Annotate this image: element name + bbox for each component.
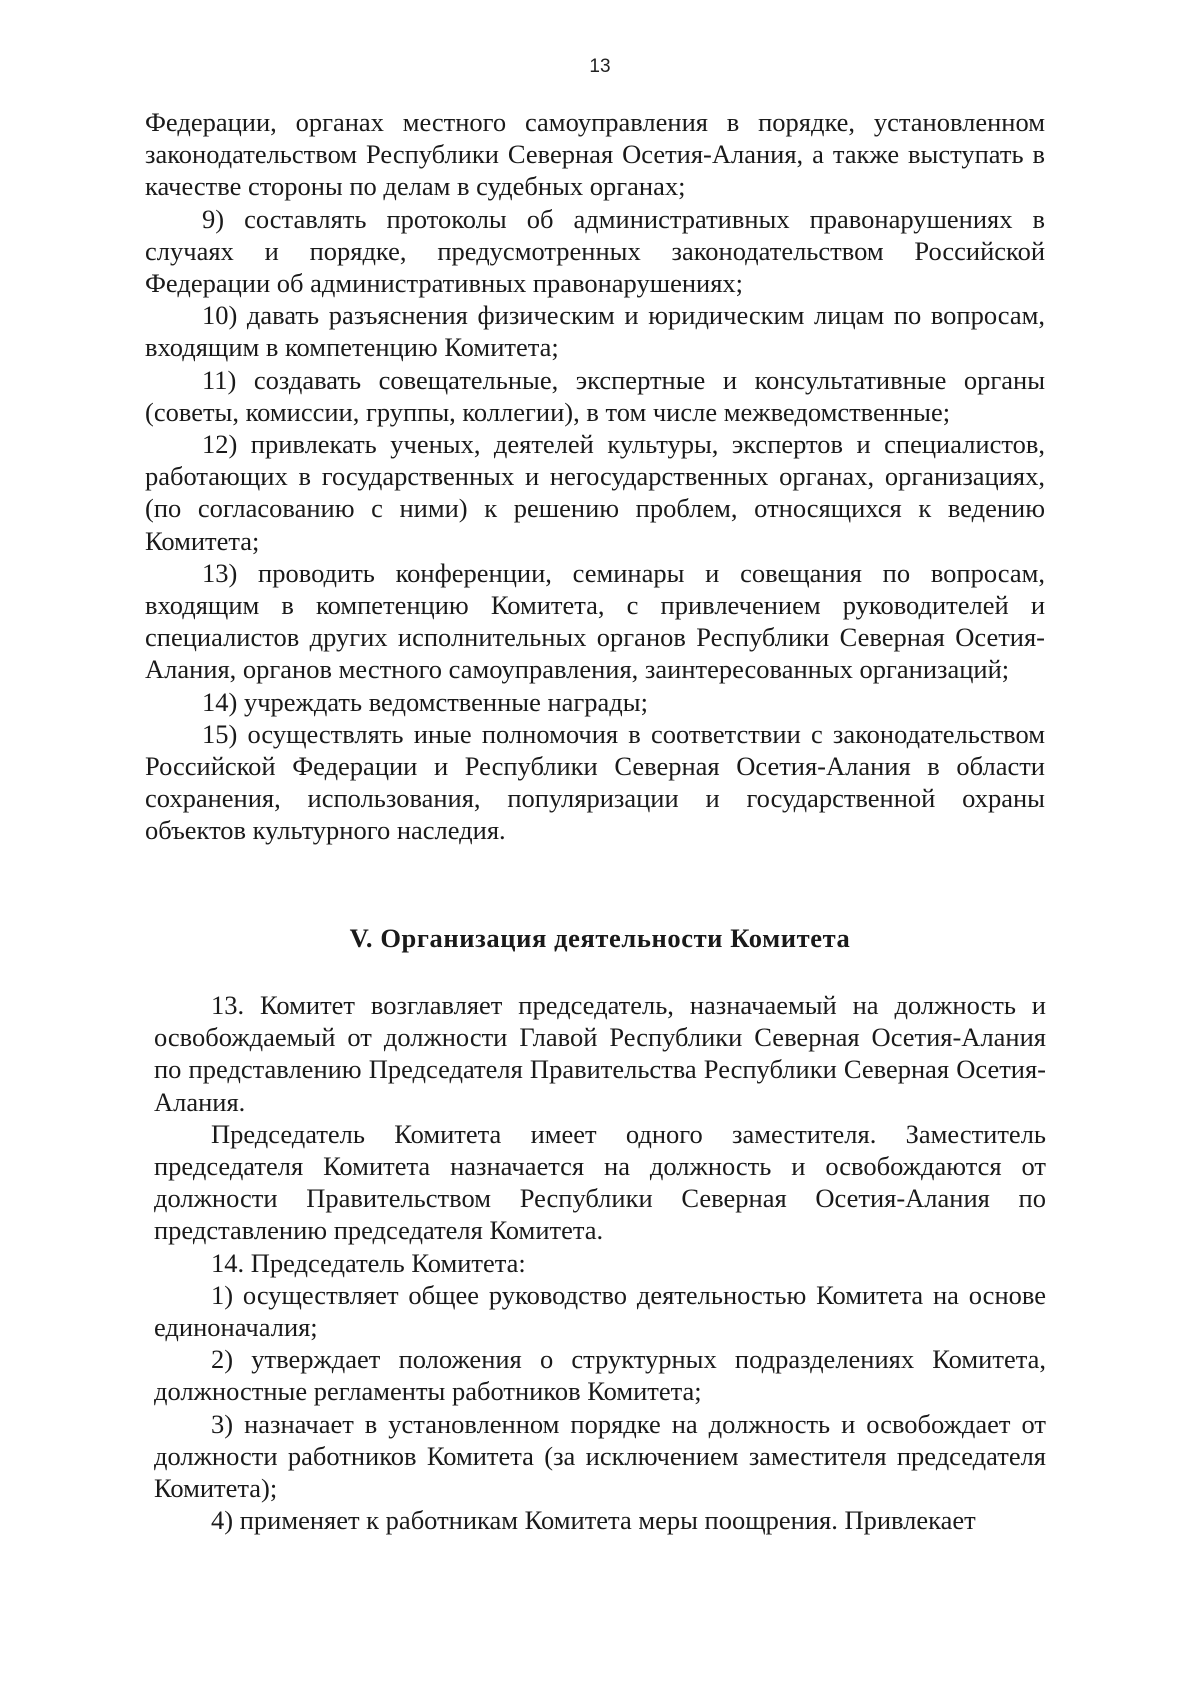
- paragraph: 13. Комитет возглавляет председатель, назначаемый на должность и освобождаемый от должности Главой Республики Северная Осетия-Алания по представлению Председателя Правительства Республики Северная Осетия-Алания.: [154, 990, 1046, 1117]
- section-heading: V. Организация деятельности Комитета: [349, 923, 851, 953]
- paragraph: 9) составлять протоколы об административных правонарушениях в случаях и порядке, предусмотренных законодательством Российской Федерации об административных правонарушениях;: [145, 203, 1045, 299]
- paragraph: 3) назначает в установленном порядке на должность и освобождает от должности работников Комитета (за исключением заместителя председателя Комитета);: [154, 1408, 1046, 1504]
- text-block-organization: [154, 989, 1046, 1536]
- paragraph: 10) давать разъяснения физическим и юридическим лицам по вопросам, входящим в компетенцию Комитета;: [145, 300, 1045, 363]
- paragraph: Председатель Комитета имеет одного заместителя. Заместитель председателя Комитета назначается на должность и освобождаются от должности Правительством Республики Северная Осетия-Алания по представлению председателя Комитета.: [154, 1118, 1046, 1246]
- paragraph: 2) утверждает положения о структурных подразделениях Комитета, должностные регламенты работников Комитета;: [154, 1344, 1046, 1407]
- page-number: 13: [589, 56, 611, 77]
- paragraph: 15) осуществлять иные полномочия в соответствии с законодательством Российской Федерации и Республики Северная Осетия-Алания в области сохранения, использования, популяризации и государственной охраны объектов культурного наследия.: [145, 718, 1045, 846]
- paragraph: 1) осуществляет общее руководство деятельностью Комитета на основе единоначалия;: [154, 1279, 1046, 1343]
- text-block-powers: [145, 106, 1045, 847]
- paragraph: Федерации, органах местного самоуправления в порядке, установленном законодательством Республики Северная Осетия-Алания, а также выступать в качестве стороны по делам в судебных органах;: [145, 107, 1045, 202]
- paragraph: 14. Председатель Комитета:: [211, 1247, 526, 1278]
- paragraph: 4) применяет к работникам Комитета меры поощрения. Привлекает: [211, 1505, 976, 1536]
- paragraph: 11) создавать совещательные, экспертные и консультативные органы (советы, комиссии, группы, коллегии), в том числе межведомственные;: [145, 364, 1045, 427]
- paragraph: 14) учреждать ведомственные награды;: [202, 686, 648, 717]
- paragraph: 13) проводить конференции, семинары и совещания по вопросам, входящим в компетенцию Комитета, с привлечением руководителей и специалистов других исполнительных органов Республики Северная Осетия-Алания, органов местного самоуправления, заинтересованных организаций;: [145, 557, 1045, 685]
- paragraph: 12) привлекать ученых, деятелей культуры, экспертов и специалистов, работающих в государственных и негосударственных органах, организациях, (по согласованию с ними) к решению проблем, относящихся к ведению Комитета;: [145, 429, 1045, 556]
